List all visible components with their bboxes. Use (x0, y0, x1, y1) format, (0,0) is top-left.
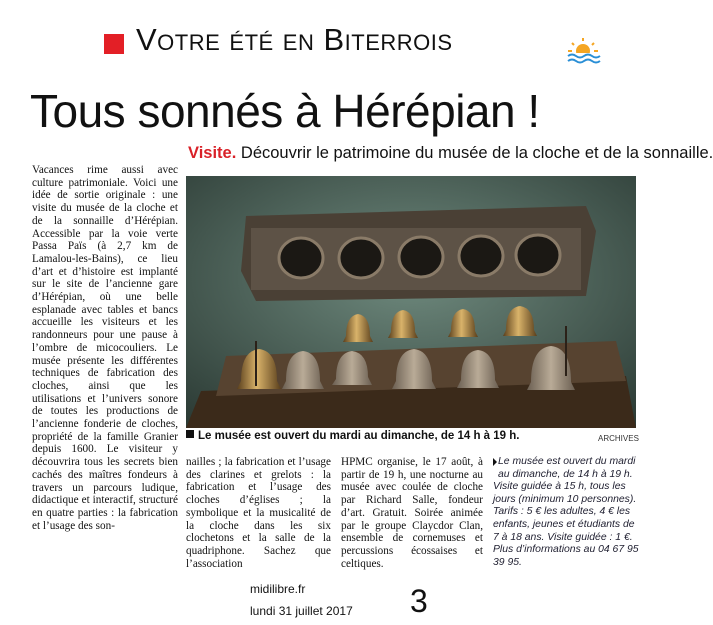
article-column-1 (32, 164, 178, 532)
sun-over-waves-icon (566, 36, 600, 66)
photo-credit: ARCHIVES (598, 434, 639, 443)
bells-photo (186, 176, 636, 428)
article-text-1: Vacances rime aussi avec culture patrimoniale. Voici une idée de sortie originale : une visite du musée de la cloche et de la sonnaille d’Hérépian. Accessible par la voie verte Passa Païs (à 2,7 km de Lamalou-les-Bains), ce lieu d’art et d’histoire est implanté sur le site de l’ancienne gare d’Hérépian, où une belle esplanade avec tables et bancs accueille les visiteurs et les randonneurs pour une pause à l’ombre de micocouliers. Le musée présente les différentes techniques de fabrication des cloches, ainsi que les utilisations et l’univers sonore de toutes les productions de l’ancienne fonderie de cloches, propriété de la famille Granier depuis 1600. Le visiteur y découvrira tous les secrets bien cachés des maîtres fondeurs à travers un parcours ludique, didactique et interactif, structuré en quatre parties : la fabrication et l’usage des son- (32, 164, 178, 532)
rubric-title: Votre été en Biterrois (136, 22, 453, 57)
article-text-3: HPMC organise, le 17 août, à partir de 19 h, une nocturne au musée avec coulée de cloche par Richard Salle, fondeur d’art. Gratuit. Soirée animée par le groupe Claycdor Clan, ensemble de cornemuses et percussions écossaises et celtiques. (341, 456, 483, 570)
page-number: 3 (410, 583, 428, 619)
article-text-2: nailles ; la fabrication et l’usage des clarines et grelots : la fabrication et l’usage des cloches d’églises ; la symbolique et la musicalité de la cloche dans les six clochetons et la salle de la quadriphone. Sachez que l’association (186, 456, 331, 570)
article-column-3 (341, 456, 483, 570)
issue-date: lundi 31 juillet 2017 (250, 604, 353, 618)
deck-kicker: Visite. (188, 144, 237, 162)
site-name: midilibre.fr (250, 582, 306, 596)
practical-info (493, 456, 639, 569)
photo-caption-text: Le musée est ouvert du mardi au dimanche, de 14 h à 19 h. (198, 430, 520, 442)
info-lead: Le musée est ouvert du mardi au dimanche, de 14 h à 19 h. (493, 456, 639, 481)
headline: Tous sonnés à Hérépian ! (30, 85, 540, 137)
info-details: Visite guidée à 15 h, tous les jours (minimum 10 personnes). Tarifs : 5 € les adultes, 4 € les enfants, jeunes et étudiants de 7 à 18 ans. Visite guidée : 1 €. Plus d’informations au 04 67 95 39 95. (493, 481, 639, 568)
rubric-marker (104, 34, 124, 54)
article-column-2 (186, 456, 331, 570)
deck-text: Découvrir le patrimoine du musée de la cloche et de la sonnaille. (236, 144, 713, 162)
photo-caption (186, 430, 519, 442)
deck (188, 144, 713, 163)
